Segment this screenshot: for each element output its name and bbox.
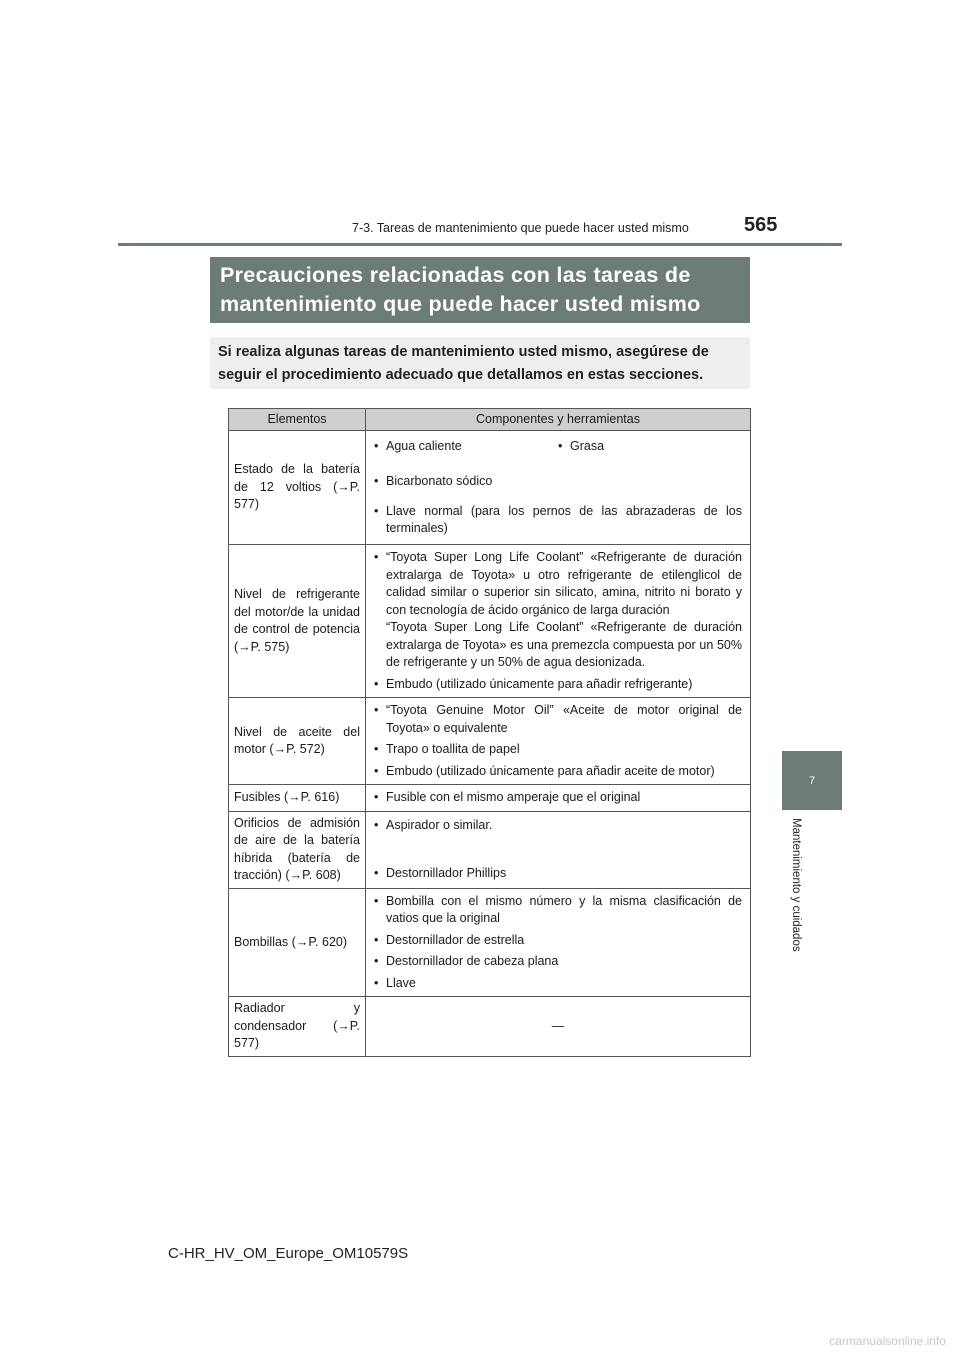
table-row <box>229 545 751 698</box>
chapter-side-label <box>786 818 806 978</box>
row-components <box>366 785 751 812</box>
table-row <box>229 888 751 997</box>
row-element: Estado de la batería de 12 voltios (→P. 577) <box>229 431 366 545</box>
section-title-line-1: Precauciones relacionadas con las tareas de <box>220 263 691 287</box>
running-header-section: 7-3. Tareas de mantenimiento que puede hacer usted mismo <box>352 221 689 235</box>
column-header-elementos: Elementos <box>229 409 366 431</box>
row-components-empty: — <box>366 997 751 1057</box>
intro-line-1: Si realiza algunas tareas de mantenimiento usted mismo, asegúrese de <box>218 344 709 360</box>
page-number: 565 <box>744 214 778 236</box>
row-components <box>366 811 751 888</box>
list-item: • Bombilla con el mismo número y la misma clasificación de vatios que la original <box>374 893 742 928</box>
row-element: Nivel de refrigerante del motor/de la unidad de control de potencia (→P. 575) <box>229 545 366 698</box>
list-item: • Destornillador de estrella <box>374 932 742 950</box>
section-title-line-2: mantenimiento que puede hacer usted mismo <box>220 292 701 316</box>
intro-note <box>210 337 750 389</box>
list-item: • “Toyota Super Long Life Coolant” «Refrigerante de duración extralarga de Toyota» u otro refrigerante de etilenglicol de calidad similar o superior sin silicato, amina, nitrito ni borato y con tecnología de ácido orgánico de larga duración <box>374 549 742 619</box>
chapter-side-label-text: Mantenimiento y cuidados <box>790 818 802 952</box>
list-item: • Embudo (utilizado únicamente para añadir refrigerante) <box>374 676 742 694</box>
section-title <box>210 257 750 323</box>
maintenance-table <box>228 408 751 1057</box>
list-item: • Llave <box>374 975 742 993</box>
row-components <box>366 698 751 785</box>
list-item: • Trapo o toallita de papel <box>374 741 742 759</box>
list-item: • Bicarbonato sódico <box>374 473 742 491</box>
table-row <box>229 811 751 888</box>
chapter-tab: 7 <box>782 751 842 810</box>
list-item: • Llave normal (para los pernos de las abrazaderas de los terminales) <box>374 503 742 538</box>
list-item: • Destornillador de cabeza plana <box>374 953 742 971</box>
table-row <box>229 785 751 812</box>
row-element: Nivel de aceite del motor (→P. 572) <box>229 698 366 785</box>
document-code: C-HR_HV_OM_Europe_OM10579S <box>168 1245 409 1262</box>
column-header-componentes: Componentes y herramientas <box>366 409 751 431</box>
table-row <box>229 431 751 545</box>
list-item: • Aspirador o similar. <box>374 817 742 835</box>
row-element: Bombillas (→P. 620) <box>229 888 366 997</box>
row-element: Radiador y condensador (→P. 577) <box>229 997 366 1057</box>
header-divider <box>118 243 842 246</box>
table-header-row <box>229 409 751 431</box>
table-row <box>229 698 751 785</box>
list-item: • Grasa <box>558 438 742 460</box>
row-element: Fusibles (→P. 616) <box>229 785 366 812</box>
list-item-note: “Toyota Super Long Life Coolant” «Refrigerante de duración extralarga de Toyota» es una premezcla compuesta por un 50% de refrigerante y un 50% de agua desionizada. <box>386 620 742 669</box>
row-element: Orificios de admisión de aire de la batería híbrida (batería de tracción) (→P. 608) <box>229 811 366 888</box>
row-components <box>366 431 751 545</box>
row-components <box>366 545 751 698</box>
list-item: • Fusible con el mismo amperaje que el original <box>374 789 742 807</box>
list-item: • “Toyota Genuine Motor Oil” «Aceite de motor original de Toyota» o equivalente <box>374 702 742 737</box>
list-item: • Destornillador Phillips <box>374 865 742 883</box>
table-row <box>229 997 751 1057</box>
row-components <box>366 888 751 997</box>
list-item: • Embudo (utilizado únicamente para añadir aceite de motor) <box>374 763 742 781</box>
watermark: carmanualsonline.info <box>829 1334 946 1348</box>
intro-line-2: seguir el procedimiento adecuado que detallamos en estas secciones. <box>218 367 704 383</box>
list-item: • Agua caliente <box>374 438 558 456</box>
